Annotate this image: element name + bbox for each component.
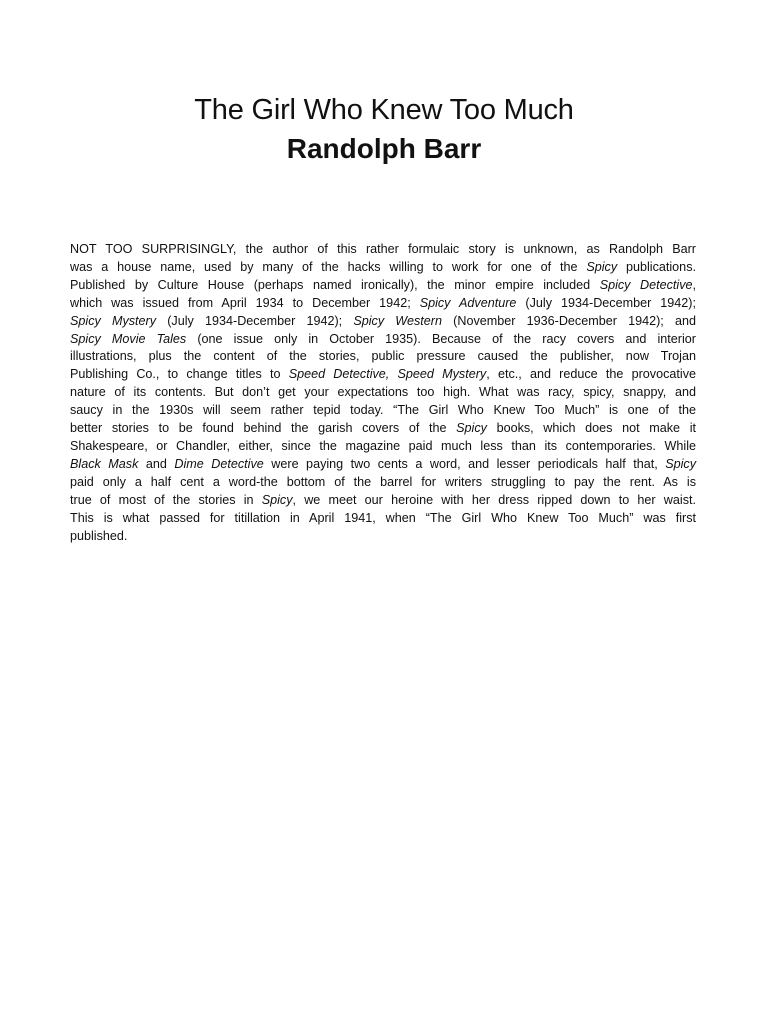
paragraph-line	[70, 474, 696, 492]
italic-title: Black Mask	[70, 456, 139, 471]
italic-title: Spicy	[586, 259, 618, 274]
text-run: Published by Culture House (perhaps named ironically), the minor empire included	[70, 277, 600, 292]
paragraph-line	[70, 277, 696, 295]
text-run: (November 1936-December 1942); and	[441, 313, 696, 328]
paragraph-line	[70, 438, 696, 456]
italic-title: Spicy	[665, 456, 697, 471]
text-run: better stories to be found behind the garish covers of the	[70, 421, 457, 436]
text-run: nature of its contents. But don’t get your expectations too high. What was racy, spicy, snappy, and	[70, 385, 696, 400]
text-run: paid only a half cent a word-the bottom of the barrel for writers struggling to pay the rent. As is	[70, 474, 696, 489]
paragraph-line	[70, 259, 696, 277]
text-run: (one issue only in October 1935). Because of the racy covers and interior	[186, 331, 696, 346]
italic-title: Spicy Movie Tales	[70, 331, 187, 346]
text-run: , etc., and reduce the provocative	[486, 367, 697, 382]
text-run: true of most of the stories in	[70, 492, 262, 507]
paragraph-line	[70, 384, 696, 402]
italic-title: Spicy Mystery	[70, 313, 157, 328]
paragraph-line	[70, 348, 696, 366]
italic-title: Spicy Detective	[599, 277, 693, 292]
paragraph-line	[70, 492, 696, 510]
text-run: Publishing Co., to change titles to	[70, 367, 289, 382]
text-run: saucy in the 1930s will seem rather tepid today. “The Girl Who Knew Too Much” is one of the	[70, 403, 696, 418]
text-run: , we meet our heroine with her dress ripped down to her waist.	[292, 492, 696, 507]
text-run: were paying two cents a word, and lesser periodicals half that,	[263, 456, 666, 471]
paragraph-line	[70, 331, 696, 349]
text-run: Shakespeare, or Chandler, either, since the magazine paid much less than its contemporaries. While	[70, 438, 696, 453]
text-run: was a house name, used by many of the hacks willing to work for one of the	[70, 259, 587, 274]
italic-title: Spicy Adventure	[419, 295, 517, 310]
paragraph-line	[70, 402, 696, 420]
paragraph-line	[70, 366, 696, 384]
text-run: books, which does not make it	[486, 421, 696, 436]
paragraph-line	[70, 313, 696, 331]
paragraph-line	[70, 528, 696, 546]
paragraph-line	[70, 456, 696, 474]
text-run: and	[138, 456, 175, 471]
author-name: Randolph Barr	[286, 133, 482, 164]
text-run: publications.	[617, 259, 696, 274]
intro-paragraph	[70, 241, 696, 545]
paragraph-line	[70, 241, 696, 259]
text-run: ,	[692, 277, 697, 292]
paragraph-line	[70, 420, 696, 438]
text-run: (July 1934-December 1942);	[156, 313, 354, 328]
paragraph-line	[70, 510, 696, 528]
italic-title: Speed Detective, Speed Mystery	[288, 367, 487, 382]
text-run: (July 1934-December 1942);	[516, 295, 696, 310]
italic-title: Spicy	[261, 492, 293, 507]
text-run: published.	[70, 528, 128, 543]
paragraph-line	[70, 295, 696, 313]
text-run: This is what passed for titillation in April 1941, when “The Girl Who Knew Too Much” was first	[70, 510, 696, 525]
italic-title: Spicy Western	[353, 313, 442, 328]
italic-title: Spicy	[456, 421, 487, 436]
text-run: which was issued from April 1934 to December 1942;	[70, 295, 420, 310]
italic-title: Dime Detective	[174, 456, 264, 471]
text-run: NOT TOO SURPRISINGLY, the author of this rather formulaic story is unknown, as Randolph Barr	[70, 242, 696, 256]
text-run: illustrations, plus the content of the stories, public pressure caused the publisher, now Trojan	[70, 349, 696, 364]
story-title: The Girl Who Knew Too Much	[194, 94, 574, 126]
